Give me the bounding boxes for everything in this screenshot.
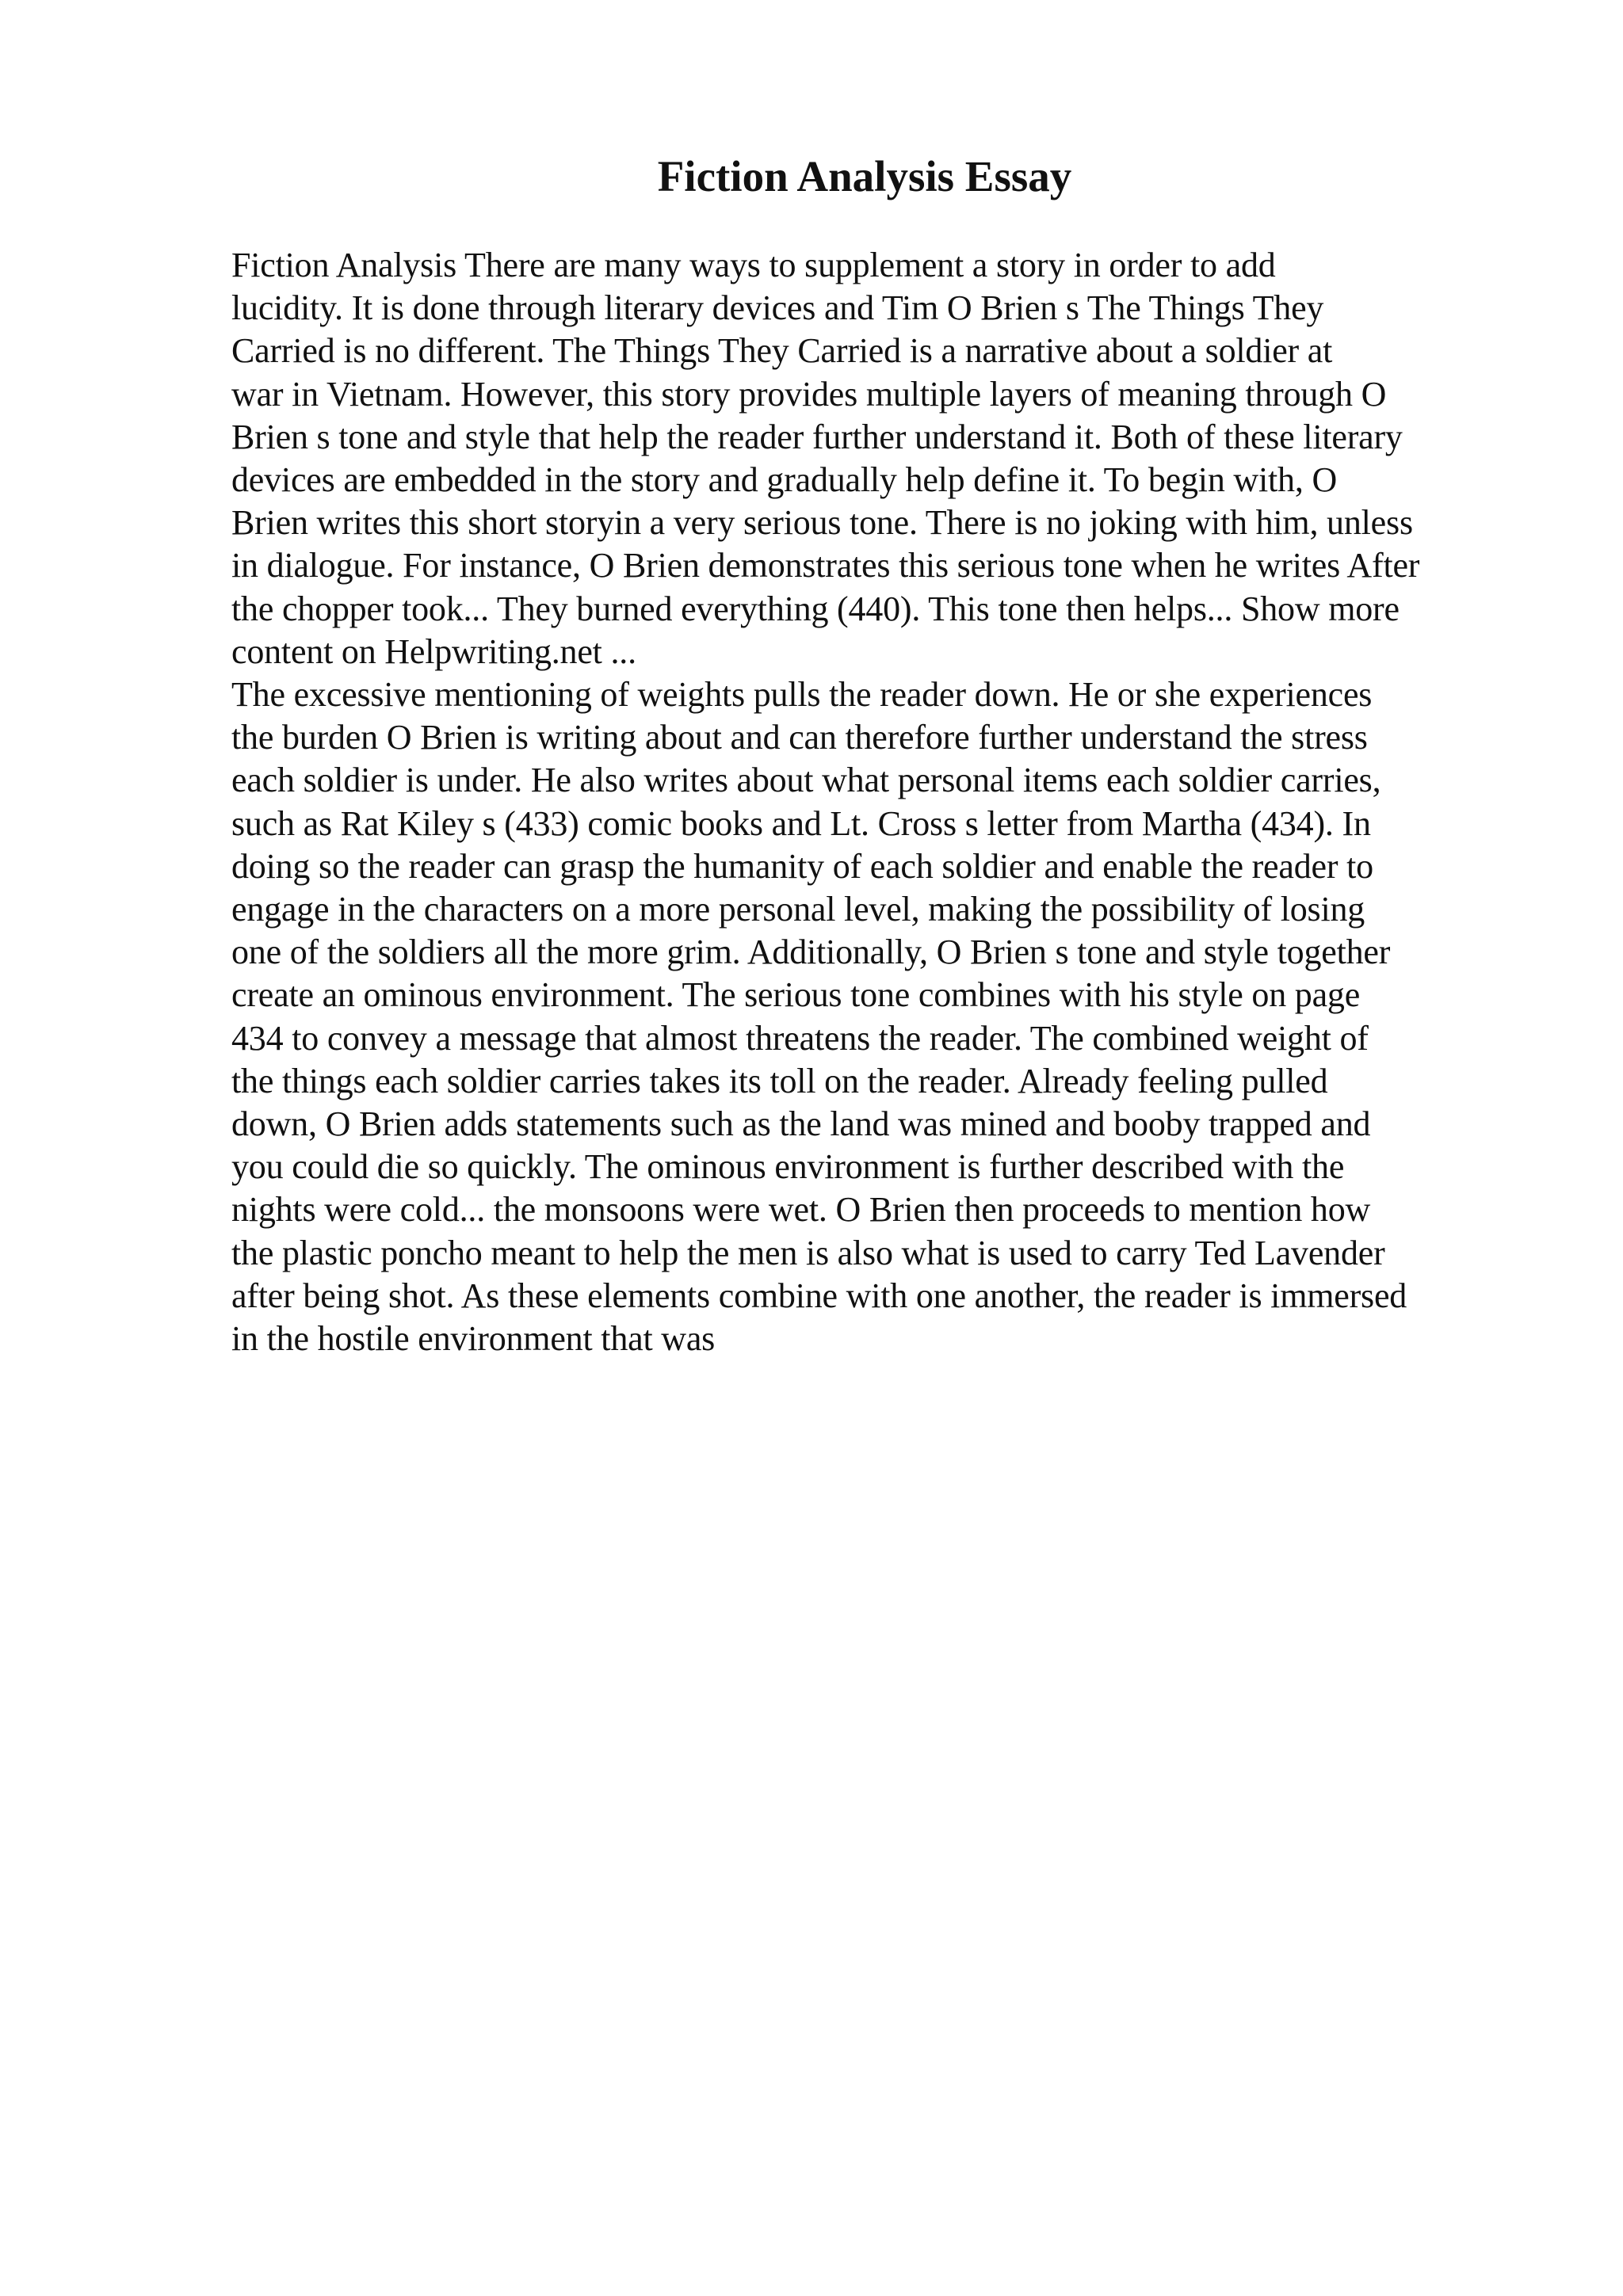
text-line: Brien writes this short storyin a very serious tone. There is no joking with him, unless — [231, 503, 1413, 543]
document-title: Fiction Analysis Essay — [657, 152, 1072, 200]
text-line: such as Rat Kiley s (433) comic books and Lt. Cross s letter from Martha (434). In — [231, 803, 1371, 843]
text-line: engage in the characters on a more personal level, making the possibility of losing — [231, 890, 1365, 929]
text-line: lucidity. It is done through literary devices and Tim O Brien s The Things They — [231, 288, 1324, 328]
text-line: nights were cold... the monsoons were wet. O Brien then proceeds to mention how — [231, 1190, 1371, 1230]
text-line: one of the soldiers all the more grim. Additionally, O Brien s tone and style together — [231, 933, 1391, 972]
text-line: the chopper took... They burned everything (440). This tone then helps... Show more — [231, 589, 1400, 628]
text-line: the plastic poncho meant to help the men is also what is used to carry Ted Lavender — [231, 1233, 1385, 1272]
text-line: Carried is no different. The Things They Carried is a narrative about a soldier at — [231, 331, 1333, 371]
text-line: you could die so quickly. The ominous environment is further described with the — [231, 1147, 1345, 1187]
text-line: 434 to convey a message that almost threatens the reader. The combined weight of — [231, 1018, 1369, 1058]
text-line: The excessive mentioning of weights pulls the reader down. He or she experiences — [231, 675, 1373, 715]
text-line: devices are embedded in the story and gradually help define it. To begin with, O — [231, 460, 1338, 500]
text-line: war in Vietnam. However, this story provides multiple layers of meaning through O — [231, 374, 1387, 414]
text-line: Fiction Analysis There are many ways to supplement a story in order to add — [231, 246, 1276, 284]
text-line: the things each soldier carries takes its toll on the reader. Already feeling pulled — [231, 1061, 1328, 1100]
text-line: down, O Brien adds statements such as the land was mined and booby trapped and — [231, 1104, 1371, 1144]
text-line: after being shot. As these elements combine with one another, the reader is immersed — [231, 1276, 1407, 1315]
text-line: content on Helpwriting.net ... — [231, 631, 636, 671]
text-line: in the hostile environment that was — [231, 1319, 716, 1359]
text-line: doing so the reader can grasp the humanity of each soldier and enable the reader to — [231, 846, 1373, 886]
text-line: the burden O Brien is writing about and can therefore further understand the stress — [231, 718, 1368, 757]
text-line: in dialogue. For instance, O Brien demonstrates this serious tone when he writes After — [231, 546, 1420, 585]
text-line: create an ominous environment. The serious tone combines with his style on page — [231, 975, 1361, 1015]
essay-body — [231, 244, 1579, 1360]
text-line: each soldier is under. He also writes about what personal items each soldier carries, — [231, 761, 1381, 800]
text-line: Brien s tone and style that help the reader further understand it. Both of these literary — [231, 417, 1403, 456]
